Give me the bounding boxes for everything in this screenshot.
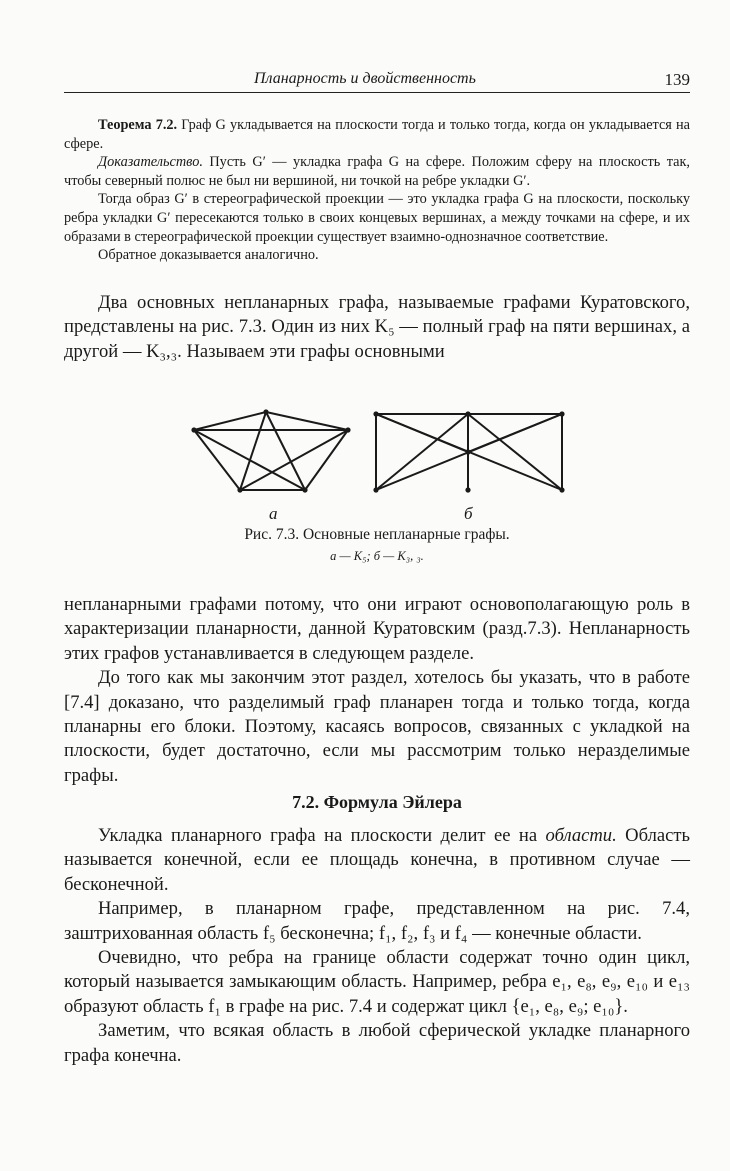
section-p1-text: Укладка планарного графа на плоскости делит ее на <box>98 825 546 846</box>
section-body <box>64 824 690 1068</box>
intro-block <box>64 291 690 364</box>
proof-label: Доказательство. <box>98 154 203 171</box>
proof-paragraph-3: Обратное доказывается аналогично. <box>98 247 319 264</box>
term-regions: области. <box>545 825 617 846</box>
theorem-statement <box>64 116 690 153</box>
theorem-label: Теорема 7.2. <box>98 117 178 133</box>
intro-paragraph: Два основных непланарных графа, называемые графами Куратовского, представлены на рис. 7.3. Один из них K₅ — полный граф на пяти вершинах, а другой — K₃,₃. Называем эти графы основными <box>64 292 690 362</box>
theorem-text: Граф G укладывается на плоскости тогда и только тогда, когда он укладывается на сфере. <box>64 117 690 152</box>
body-paragraph-2: До того как мы закончим этот раздел, хотелось бы указать, что в работе [7.4] доказано, что разделимый граф планарен тогда и только тогда, когда планарны его блоки. Поэтому, касаясь вопросов, связанных с укладкой на плоскости, будет достаточно, если мы рассмотрим только неразделимые графы. <box>64 667 690 786</box>
figure-label-b: б <box>464 504 473 523</box>
running-title: Планарность и двойственность <box>254 70 476 87</box>
figure-caption: Рис. 7.3. Основные непланарные графы. <box>244 526 510 543</box>
page-number: 139 <box>664 70 690 89</box>
body-block <box>64 593 690 788</box>
section-p1-rest: Область называется конечной, если ее площадь конечна, в противном случае — бесконечной. <box>64 825 690 895</box>
theorem-block <box>64 116 690 265</box>
section-paragraph-4: Заметим, что всякая область в любой сферической укладке планарного графа конечна. <box>64 1020 690 1066</box>
figure-label-a: а <box>269 504 278 523</box>
section-title: 7.2. Формула Эйлера <box>292 792 462 812</box>
proof-paragraph <box>64 153 690 190</box>
proof-paragraph-2: Тогда образ G′ в стереографической проекции — это укладка графа G на плоскости, поскольку ребра укладки G′ пересекаются только в своих концевых вершинах, а между точками на сфере, и их образами в стереографической проекции существует взаимно-однозначное соответствие. <box>64 191 690 245</box>
header-rule <box>64 92 690 93</box>
section-paragraph-1 <box>64 824 690 897</box>
section-paragraph-2: Например, в планарном графе, представленном на рис. 7.4, заштрихованная область f₅ бесконечна; f₁, f₂, f₃ и f₄ — конечные области. <box>64 898 690 944</box>
section-paragraph-3: Очевидно, что ребра на границе области содержат точно один цикл, который называется замыкающим область. Например, ребра e₁, e₈, e₉, e₁₀ и e₁₃ образуют область f₁ в графе на рис. 7.4 и содержат цикл {e₁, e₈, e₉; e₁₀}. <box>64 947 690 1017</box>
page-header <box>64 70 690 92</box>
figure-subcaption: а — K₅; б — K₃, ₃. <box>330 549 424 563</box>
k5-graph <box>194 412 348 490</box>
body-paragraph-1: непланарными графами потому, что они играют основополагающую роль в характеризации планарности, данной Куратовским (разд.7.3). Непланарность этих графов устанавливается в следующем разделе. <box>64 594 690 664</box>
proof-text: Пусть G′ — укладка графа G на сфере. Положим сферу на плоскость так, чтобы северный полюс не был ни вершиной, ни точкой на ребре укладки G′. <box>64 154 691 189</box>
